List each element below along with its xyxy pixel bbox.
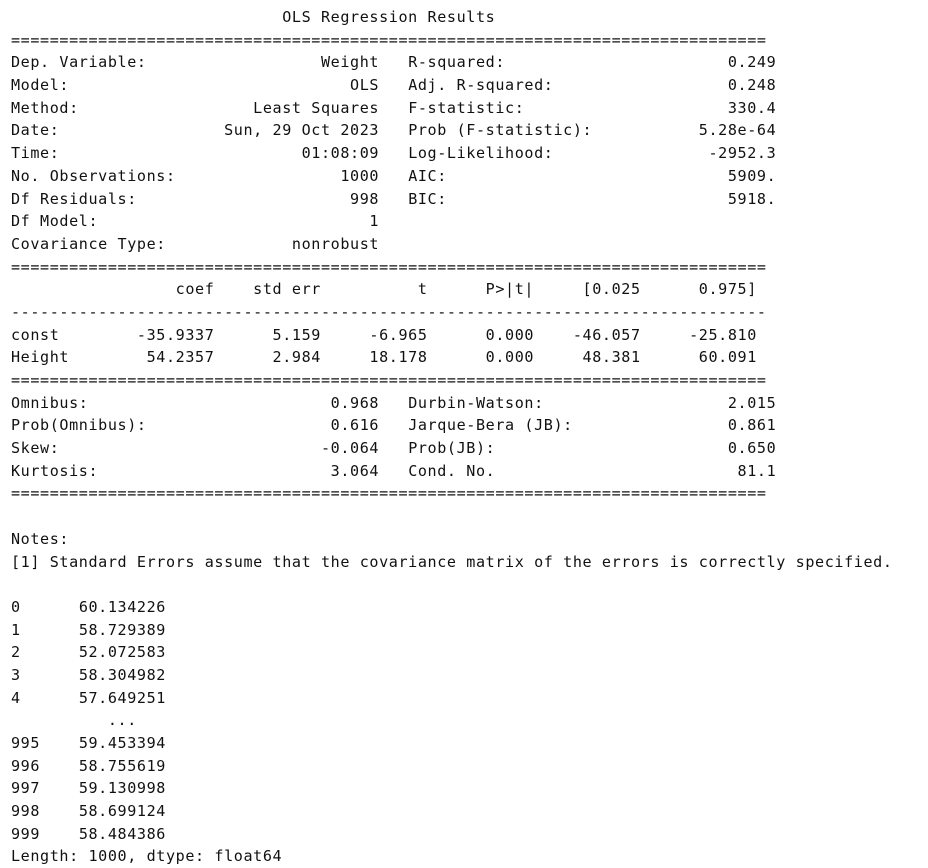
- diagnostic-label: Kurtosis:: [11, 461, 205, 480]
- diagnostic-row: [11, 392, 893, 415]
- series-value: 58.729389: [78, 620, 166, 639]
- diagnostic-stat-value: 2.015: [601, 393, 777, 412]
- series-row: [11, 777, 893, 800]
- series-row: [11, 755, 893, 778]
- header-row: [11, 233, 893, 256]
- coef-header-spacer: [11, 280, 108, 298]
- coef-cell: 2.984: [214, 348, 321, 367]
- coef-cell: 0.000: [427, 348, 535, 367]
- series-value: 57.649251: [78, 688, 166, 707]
- header-row: [11, 74, 893, 97]
- coef-table-header: [11, 278, 893, 301]
- header-stat-label: Adj. R-squared:: [408, 76, 602, 95]
- coef-cell: -6.965: [321, 325, 428, 344]
- separator-eq-1: ==============================================================================: [11, 30, 767, 49]
- coef-cell: -46.057: [534, 325, 641, 344]
- report-title: OLS Regression Results: [11, 8, 767, 26]
- diagnostic-label: Prob(Omnibus):: [11, 416, 205, 435]
- separator-eq-3: ==============================================================================: [11, 371, 767, 389]
- series-ellipsis: ...: [107, 711, 137, 730]
- header-stat-value: 330.4: [601, 98, 777, 117]
- separator-eq-2: ==============================================================================: [11, 257, 767, 276]
- header-label: Covariance Type:: [11, 234, 205, 253]
- diagnostic-label: Skew:: [11, 439, 205, 458]
- diagnostic-value: 3.064: [204, 461, 380, 480]
- coef-row-const: [11, 324, 893, 347]
- header-gap: [379, 167, 408, 185]
- series-value: 58.484386: [78, 824, 166, 843]
- series-row: [11, 823, 893, 846]
- coef-column-header: P>|t|: [427, 280, 535, 299]
- series-index: 2: [11, 643, 79, 662]
- series-index: 999: [11, 824, 79, 843]
- header-gap: [379, 190, 408, 208]
- header-value: 1000: [204, 166, 380, 185]
- coef-cell: -35.9337: [107, 325, 215, 344]
- coef-cell: 48.381: [534, 348, 641, 367]
- header-stat-value: 5909.: [601, 166, 777, 185]
- header-label: Df Residuals:: [11, 189, 205, 208]
- series-index: 996: [11, 756, 79, 775]
- header-stat-label: F-statistic:: [408, 98, 602, 117]
- coef-row-height: [11, 346, 893, 369]
- separator-dash: ------------------------------------------------------------------------------: [11, 302, 767, 321]
- series-index: 1: [11, 620, 79, 639]
- series-index: 998: [11, 802, 79, 821]
- header-value: 1: [204, 212, 380, 231]
- series-row: [11, 641, 893, 664]
- header-row: [11, 51, 893, 74]
- coef-column-header: 0.975]: [640, 280, 757, 299]
- header-gap: [379, 99, 408, 117]
- series-value: 58.755619: [78, 756, 166, 775]
- header-stat-label: R-squared:: [408, 53, 602, 72]
- coef-cell: 5.159: [214, 325, 321, 344]
- series-index: 995: [11, 734, 79, 752]
- header-stat-value: 5.28e-64: [601, 121, 777, 140]
- series-value: 59.130998: [78, 779, 166, 798]
- header-value: OLS: [204, 76, 380, 95]
- header-value: Sun, 29 Oct 2023: [204, 121, 380, 140]
- header-value: 01:08:09: [204, 144, 380, 163]
- diagnostic-row: [11, 414, 893, 437]
- diagnostic-gap: [379, 462, 408, 480]
- coef-cell: 54.2357: [107, 348, 215, 367]
- header-label: No. Observations:: [11, 166, 205, 185]
- console-output: [11, 6, 893, 868]
- coef-row-name: Height: [11, 348, 108, 367]
- coef-cell: -25.810: [640, 325, 757, 344]
- diagnostic-stat-value: 81.1: [601, 461, 777, 480]
- diagnostic-value: 0.968: [204, 393, 380, 412]
- header-value: Weight: [204, 53, 380, 72]
- diagnostic-stat-label: Cond. No.: [408, 461, 602, 480]
- series-row: [11, 619, 893, 642]
- coef-column-header: [0.025: [534, 280, 641, 299]
- header-gap: [379, 53, 408, 71]
- series-ellipsis-row: [11, 709, 893, 732]
- header-label: Date:: [11, 121, 205, 140]
- diagnostic-stat-label: Jarque-Bera (JB):: [408, 416, 602, 435]
- header-stat-value: -2952.3: [601, 144, 777, 163]
- series-row: [11, 732, 893, 755]
- header-stat-label: BIC:: [408, 189, 602, 208]
- notes-heading: Notes:: [11, 529, 70, 548]
- diagnostic-value: 0.616: [204, 416, 380, 435]
- series-row: [11, 664, 893, 687]
- diagnostic-value: -0.064: [204, 439, 380, 458]
- series-index: 997: [11, 779, 79, 798]
- header-label: Df Model:: [11, 212, 205, 231]
- header-label: Time:: [11, 144, 205, 163]
- header-stat-value: 0.248: [601, 76, 777, 95]
- series-footer: Length: 1000, dtype: float64: [11, 847, 283, 866]
- header-gap: [379, 144, 408, 162]
- coef-column-header: std err: [214, 280, 321, 299]
- header-row: [11, 142, 893, 165]
- header-stat-label: Log-Likelihood:: [408, 144, 602, 163]
- diagnostic-stat-label: Durbin-Watson:: [408, 393, 602, 412]
- series-row: [11, 800, 893, 823]
- blank-line: [11, 505, 893, 528]
- header-stat-label: Prob (F-statistic):: [408, 121, 602, 140]
- series-row: [11, 596, 893, 619]
- series-index: 3: [11, 665, 79, 684]
- series-ellipsis-spacer: [11, 711, 108, 729]
- header-stat-value: 5918.: [601, 189, 777, 208]
- diagnostic-gap: [379, 439, 408, 457]
- diagnostic-gap: [379, 394, 408, 412]
- coef-cell: 0.000: [427, 325, 535, 344]
- header-label: Method:: [11, 98, 205, 117]
- header-gap: [379, 121, 408, 139]
- series-value: 58.304982: [78, 665, 166, 684]
- series-index: 0: [11, 597, 79, 616]
- coef-cell: 18.178: [321, 348, 428, 367]
- header-stat-value: 0.249: [601, 53, 777, 72]
- diagnostic-row: [11, 437, 893, 460]
- note-item: [1] Standard Errors assume that the covariance matrix of the errors is correctly specified.: [11, 552, 893, 571]
- series-value: 58.699124: [78, 802, 166, 821]
- diagnostic-stat-value: 0.650: [601, 439, 777, 458]
- header-value: Least Squares: [204, 98, 380, 117]
- coef-cell: 60.091: [640, 348, 757, 367]
- header-row: [11, 119, 893, 142]
- diagnostic-stat-label: Prob(JB):: [408, 439, 602, 458]
- header-stat-label: AIC:: [408, 166, 602, 185]
- header-value: nonrobust: [204, 234, 380, 253]
- header-row: [11, 97, 893, 120]
- header-value: 998: [204, 189, 380, 208]
- header-gap: [379, 76, 408, 94]
- diagnostic-gap: [379, 416, 408, 434]
- diagnostic-row: [11, 460, 893, 483]
- diagnostic-label: Omnibus:: [11, 393, 205, 412]
- coef-column-header: t: [321, 280, 428, 299]
- series-value: 52.072583: [78, 643, 166, 662]
- diagnostic-stat-value: 0.861: [601, 416, 777, 435]
- series-value: 59.453394: [78, 734, 166, 752]
- header-label: Model:: [11, 76, 205, 95]
- blank-line: [11, 573, 893, 596]
- coef-column-header: coef: [107, 280, 215, 299]
- coef-row-name: const: [11, 325, 108, 344]
- header-row: [11, 188, 893, 211]
- header-row: [11, 165, 893, 188]
- header-row: [11, 210, 893, 233]
- series-row: [11, 687, 893, 710]
- separator-eq-4: ==============================================================================: [11, 484, 767, 503]
- series-index: 4: [11, 688, 79, 707]
- series-value: 60.134226: [78, 597, 166, 616]
- header-label: Dep. Variable:: [11, 53, 205, 72]
